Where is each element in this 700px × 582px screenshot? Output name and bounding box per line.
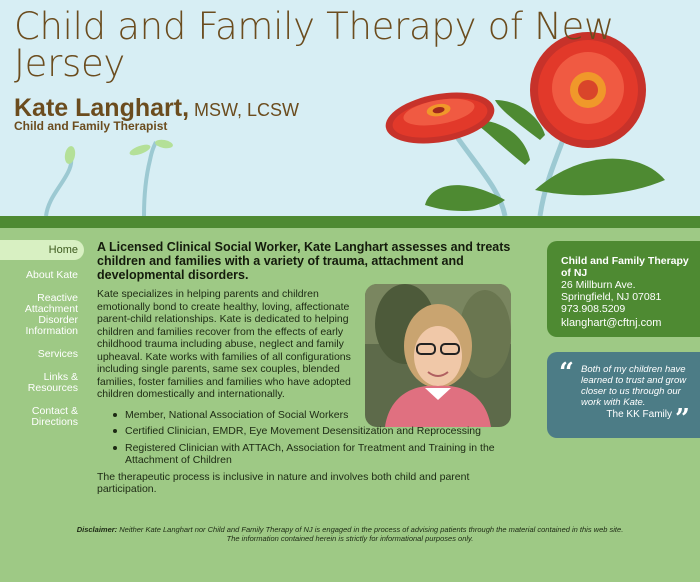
nav-item-contact-directions[interactable]: Contact & Directions (31, 405, 78, 428)
header (0, 0, 700, 216)
list-item: Registered Clinician with ATTACh, Association for Treatment and Training in the Attachment of Children (125, 442, 515, 467)
nav-item-rad-information[interactable]: Reactive Attachment Disorder Information (24, 292, 78, 337)
therapist-name: Kate Langhart, (14, 94, 190, 122)
closing-paragraph: The therapeutic process is inclusive in nature and involves both child and parent participation. (97, 470, 470, 495)
lead-paragraph: A Licensed Clinical Social Worker, Kate Langhart assesses and treats children and families with a variety of trauma, attachment and developmental disorders. (97, 240, 511, 282)
contact-box (547, 241, 700, 337)
disclaimer (40, 525, 660, 543)
sidebar-nav (0, 240, 84, 440)
contact-org: Child and Family Therapy of NJ (561, 255, 689, 279)
nav-item-services[interactable]: Services (37, 348, 78, 360)
close-quote-icon: ” (675, 404, 690, 434)
therapist-subtitle: Child and Family Therapist (14, 119, 168, 133)
intro-paragraph: Kate specializes in helping parents and children emotionally bond to create healthy, loving, affectionate parent-child relationships. Kate is dedicated to helping children and families recover from the effects of early childhood trauma including abuse, neglect and family upheaval. Kate works with families of all configurations including single parents, same sex couples, blended families, foster families and families who have adopted children domestically and internationally. (97, 288, 351, 400)
list-item: Member, National Association of Social Workers (125, 409, 515, 422)
testimonial-text: Both of my children have learned to trust and grow closer to us through our work with Kate. (581, 364, 687, 408)
disclaimer-text: Neither Kate Langhart nor Child and Family Therapy of NJ is engaged in the process of advising patients through the material contained in this web site. (117, 525, 624, 534)
nav-item-home[interactable]: Home (0, 240, 84, 260)
credentials-list (97, 409, 515, 467)
therapist-credentials: MSW, LCSW (189, 100, 300, 120)
nav-item-links-resources[interactable]: Links & Resources (27, 371, 78, 394)
contact-phone: 973.908.5209 (561, 303, 626, 315)
therapist-photo (365, 284, 511, 427)
contact-email-link[interactable]: klanghart@cftnj.com (561, 317, 662, 329)
testimonial-box (547, 352, 700, 438)
nav-item-about-kate[interactable]: About Kate (26, 269, 78, 281)
contact-city: Springfield, NJ 07081 (561, 291, 662, 303)
main-content (97, 240, 515, 496)
disclaimer-label: Disclaimer: (76, 525, 118, 534)
disclaimer-line2: The information contained herein is strictly for informational purposes only. (226, 534, 474, 543)
testimonial-author: The KK Family (606, 409, 672, 420)
list-item: Certified Clinician, EMDR, Eye Movement Desensitization and Reprocessing (125, 425, 515, 438)
site-title: Child and Family Therapy of New Jersey (14, 5, 614, 85)
header-divider (0, 216, 700, 228)
open-quote-icon: “ (559, 358, 574, 388)
contact-street: 26 Millburn Ave. (561, 279, 636, 291)
